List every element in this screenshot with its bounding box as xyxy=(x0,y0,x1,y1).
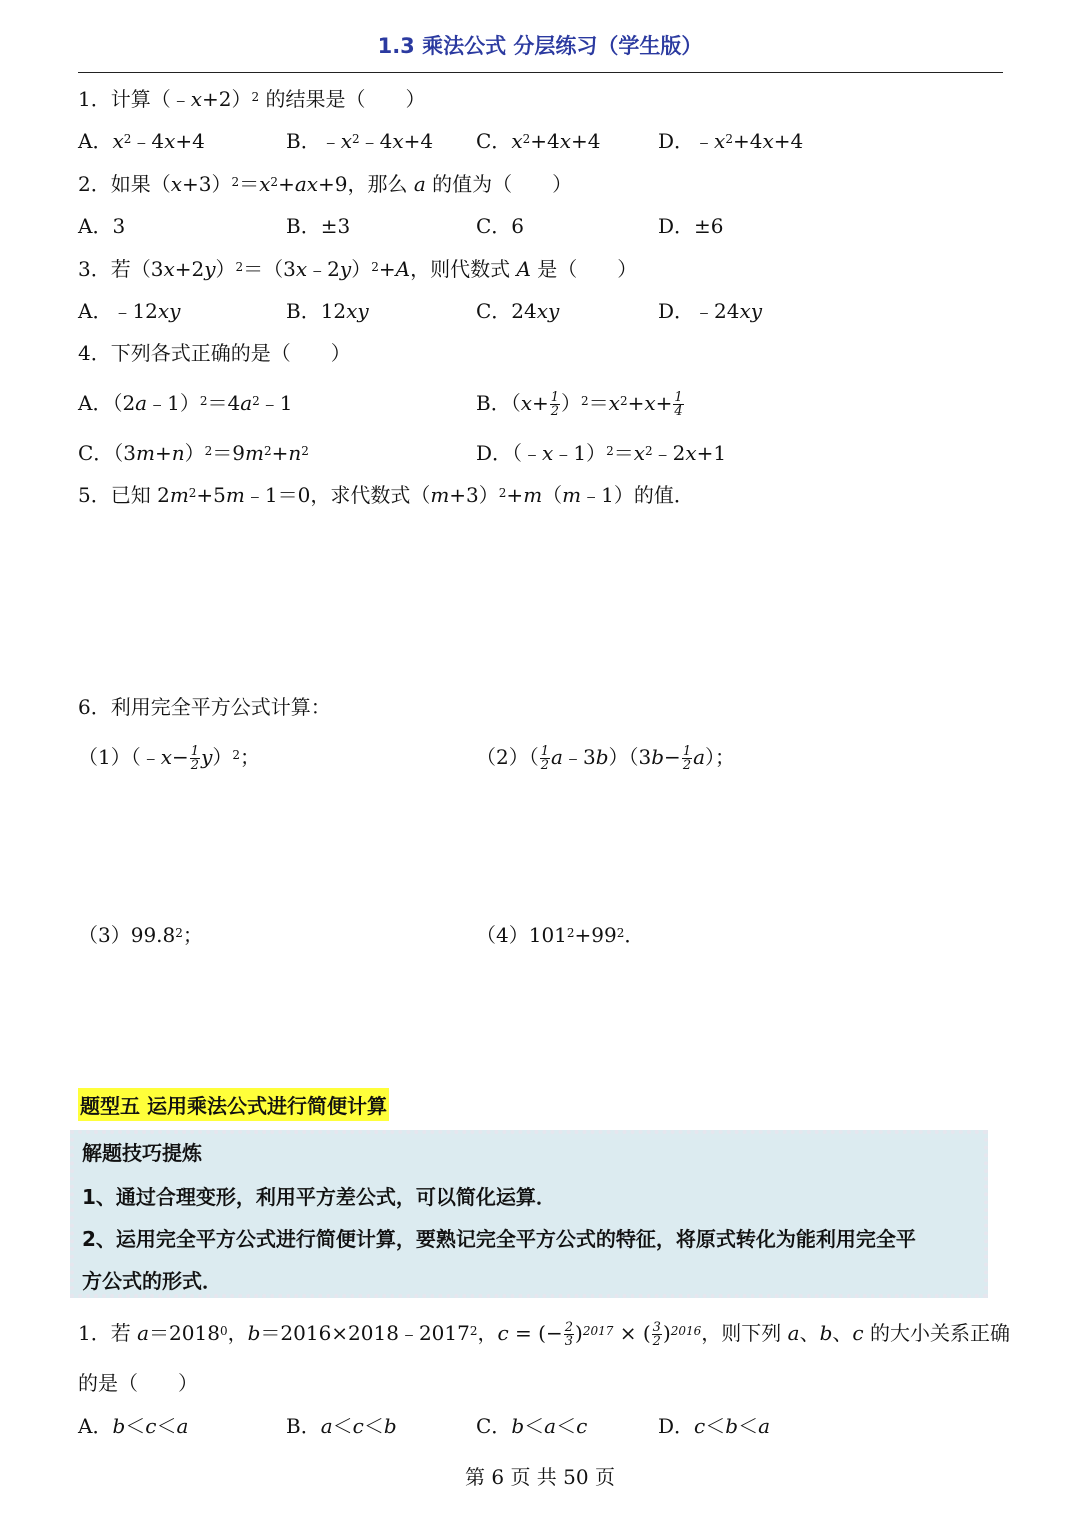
question-3-stem: 3．若$(3x+2y)^2=(3x﹣2y)^2+A$，则代数式 A 是（ ） xyxy=(78,257,638,281)
question-2-option-b: B．±3 xyxy=(286,214,351,238)
question-6-part-2: （2）（ $\frac{1}{2}$ a﹣3b）（3b− $\frac{1}{2}$ a）； xyxy=(476,744,736,773)
section5-question-1-option-a: A．b＜c＜a xyxy=(78,1414,189,1438)
question-3-option-d: D．﹣24xy xyxy=(658,299,763,323)
question-5-stem: 5．已知 $2m^2+5m﹣1=0$，求代数式$(m+3)^2+m(m﹣1)$的值． xyxy=(78,483,694,507)
page-title: 1.3 乘法公式 分层练习（学生版） xyxy=(377,34,703,58)
question-2-option-a: A．3 xyxy=(78,214,126,238)
question-3-option-b: B．12xy xyxy=(286,299,369,323)
section5-question-1-option-d: D．c＜b＜a xyxy=(658,1414,770,1438)
question-1-option-c: C．$x^2+4x+4$ xyxy=(476,129,601,153)
tip-2-line-2: 方公式的形式． xyxy=(82,1269,222,1293)
page-footer: 第 6 页 共 50 页 xyxy=(465,1465,615,1489)
question-2-stem: 2．如果$(x+3)^2=x^2+ax+9$，那么 a 的值为（ ） xyxy=(78,172,573,196)
question-1-option-d: D．$﹣x^2+4x+4$ xyxy=(658,129,804,153)
section5-question-1-stem-line-2: 的是（ ） xyxy=(78,1371,198,1395)
question-4-stem: 4．下列各式正确的是（ ） xyxy=(78,341,351,365)
question-6-part-3: （3）99.8$^2$； xyxy=(78,923,203,947)
question-3-option-c: C．24xy xyxy=(476,299,560,323)
tips-title: 解题技巧提炼 xyxy=(82,1141,202,1165)
tip-2-line-1: 2、运用完全平方公式进行简便计算，要熟记完全平方公式的特征，将原式转化为能利用完全平 xyxy=(82,1227,916,1251)
question-4-option-d: D．$(﹣x﹣1)^2=x^2﹣2x+1$ xyxy=(476,441,727,465)
question-2-option-d: D．±6 xyxy=(658,214,724,238)
tips-box xyxy=(70,1130,988,1298)
section-heading: 题型五 运用乘法公式进行简便计算 xyxy=(78,1088,389,1121)
tip-1: 1、通过合理变形，利用平方差公式，可以简化运算． xyxy=(82,1185,556,1209)
question-1-option-a: A．$x^2﹣4x+4$ xyxy=(78,129,205,153)
question-6-stem: 6．利用完全平方公式计算： xyxy=(78,695,331,719)
question-4-option-c: C．$(3m+n)^2=9m^2+n^2$ xyxy=(78,441,309,465)
question-1-stem: 1．计算（﹣x+2）$^2$ 的结果是（ ） xyxy=(78,87,426,111)
question-6-part-1: （1）（﹣x− $\frac{1}{2}$ y）$^2$； xyxy=(78,744,261,773)
section5-question-1-option-b: B．a＜c＜b xyxy=(286,1414,397,1438)
question-1-option-b: B．$﹣x^2﹣4x+4$ xyxy=(286,129,434,153)
question-6-part-4: $(4)101^2+99^2$． xyxy=(476,923,645,947)
header-rule xyxy=(78,72,1003,73)
section5-question-1-stem: 1．若 $a=2018^0$，$b=2016\times 2018﹣2017^2$，c = (− $\frac{2}{3}$ )$^{2017}$ × ( $\frac{3}{2}$ )$^{2016}$，则下列 a、b、c 的大小关系正确 xyxy=(78,1320,1010,1349)
question-3-option-a: A．﹣12xy xyxy=(78,299,181,323)
section5-question-1-option-c: C．b＜a＜c xyxy=(476,1414,588,1438)
question-4-option-a: A．$(2a﹣1)^2=4a^2﹣1$ xyxy=(78,391,293,415)
question-2-option-c: C．6 xyxy=(476,214,525,238)
question-4-option-b: B．（x+ $\frac{1}{2}$ ）$^2=x^2+x+$ $\frac{1}{4}$ xyxy=(476,390,683,419)
